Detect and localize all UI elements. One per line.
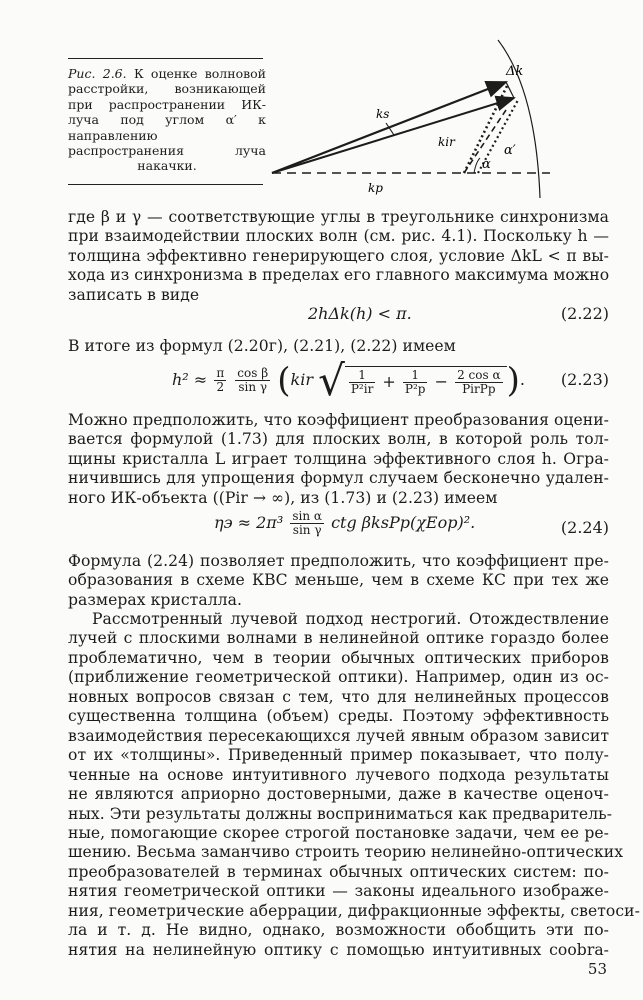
text-line: нятия на нелинейную оптику с помощью интуитивных соobra- bbox=[68, 940, 609, 959]
denominator: P²p bbox=[404, 381, 426, 396]
paragraph-2 bbox=[68, 337, 609, 356]
text-line: нятия геометрической оптики — законы идеального изображе- bbox=[68, 882, 609, 901]
equation-2-23 bbox=[68, 356, 609, 406]
text-line: В итоге из формул (2.20г), (2.21), (2.22) имеем bbox=[68, 337, 456, 355]
numerator: cos β bbox=[237, 366, 269, 380]
text-line: существенна толщина (объем) среды. Поэтому эффективность bbox=[68, 707, 609, 726]
text-line: не являются априорно достоверными, даже в качестве оценоч- bbox=[68, 785, 609, 804]
text-line: Формула (2.24) позволяет предположить, что коэффициент пре- bbox=[68, 552, 609, 570]
figure-caption-label: Рис. 2.6. bbox=[68, 66, 127, 81]
fraction-term3 bbox=[455, 369, 502, 396]
equation-number: (2.24) bbox=[560, 518, 609, 537]
numerator: 1 bbox=[349, 369, 375, 383]
equation-body: h² ≈ $\frac{\pi}{2}$ $\frac{\text{cos β}}{\text{sin γ}}$ (kir √ $\frac{1}{\text{P²ir}}$ + $\frac{1}{\text{P²p}}$ − $\frac{\text{2 cos α}}{\text{PirPp}}$ ). bbox=[172, 356, 525, 405]
delta-k-label: Δk bbox=[506, 64, 524, 79]
figure-caption-text: К оценке волновой расстройки, возникающей при распространении ИК-луча под углом α′ к направлению распространения луча накачки. bbox=[68, 66, 266, 174]
equation-number: (2.22) bbox=[560, 304, 609, 323]
delta-k-segment bbox=[506, 82, 514, 98]
text-line: взаимодействия пересекающихся лучей явным образом зависит bbox=[68, 726, 609, 745]
text-line: шению. Весьма заманчиво строить теорию нелинейно-оптических bbox=[68, 843, 624, 862]
caption-top-rule bbox=[68, 58, 263, 59]
text-line: хода из синхронизма в пределах его главного максимума можно bbox=[68, 266, 610, 285]
denominator: sin γ bbox=[292, 523, 322, 537]
kir-label: kir bbox=[438, 135, 455, 149]
text-line: щины кристалла L играет толщина эффективного слоя h. Огра- bbox=[68, 449, 609, 468]
text-line: лучей с плоскими волнами в нелинейной оптике гораздо более bbox=[68, 629, 609, 648]
text-line: (приближение геометрической оптики). Например, один из ос- bbox=[68, 668, 609, 687]
text-line: ния, геометрические аберрации, дифракционные эффекты, светоси- bbox=[68, 901, 640, 920]
text-line: проблематично, чем в теории обычных оптических приборов bbox=[68, 648, 609, 667]
eq-lhs: h² ≈ bbox=[172, 370, 208, 389]
alpha-label: α bbox=[482, 157, 491, 172]
figure-caption bbox=[68, 66, 266, 174]
equation-number: (2.23) bbox=[560, 370, 609, 389]
denominator: sin γ bbox=[238, 380, 268, 394]
alpha-angle-arc bbox=[474, 158, 480, 173]
text-line: вается формулой (1.73) для плоских волн, в которой роль тол- bbox=[68, 430, 609, 449]
text-line: при взаимодействии плоских волн (см. рис. 4.1). Поскольку h — bbox=[68, 227, 609, 246]
text-line: размерах кристалла. bbox=[68, 590, 242, 609]
text-line: образования в схеме КВС меньше, чем в схеме КС при тех же bbox=[68, 571, 609, 590]
eq-rhs: ctg βksPp(χEop)². bbox=[331, 513, 476, 532]
text-line: ничившись для упрощения формул случаем бесконечно удален- bbox=[68, 469, 609, 488]
fraction-term1 bbox=[349, 369, 375, 396]
caption-bottom-rule bbox=[68, 184, 263, 185]
numerator: π bbox=[216, 366, 225, 380]
fraction-term2 bbox=[403, 369, 428, 396]
kp-label: kp bbox=[368, 181, 383, 195]
paragraph-4 bbox=[68, 552, 609, 610]
text-line: ных. Эти результаты должны восприниматься как предваритель- bbox=[68, 804, 613, 823]
denominator: PirPp bbox=[462, 381, 496, 396]
numerator: sin α bbox=[292, 509, 322, 523]
paragraph-5 bbox=[68, 610, 640, 960]
numerator: 2 cos α bbox=[457, 367, 501, 382]
text-line: толщина эффективно генерирующего слоя, условие ΔkL < π вы- bbox=[68, 246, 609, 265]
text-line: ченные на основе интуитивного лучевого подхода результаты bbox=[68, 765, 609, 784]
paragraph-3 bbox=[68, 411, 609, 508]
text-line: ла и т. д. Не видно, однако, возможности обобщить эти по- bbox=[68, 921, 609, 940]
text-line: ного ИК-объекта ((Pir → ∞), из (1.73) и (2.23) имеем bbox=[68, 488, 498, 507]
fraction-cos bbox=[235, 367, 270, 394]
text-line: новных вопросов связан с тем, что для нелинейных процессов bbox=[68, 687, 609, 706]
eq-kir: kir bbox=[290, 370, 313, 389]
text-line: ные, помогающие скорее строгой постановке задачи, чем ее ре- bbox=[68, 823, 609, 842]
fraction-pi bbox=[214, 367, 226, 394]
ks-label: ks bbox=[376, 107, 390, 121]
wave-vector-diagram bbox=[268, 30, 568, 200]
text-line: где β и γ — соответствующие углы в треугольнике синхронизма bbox=[68, 208, 609, 226]
page-number: 53 bbox=[587, 960, 607, 978]
paragraph-1 bbox=[68, 208, 609, 305]
numerator: 1 bbox=[403, 369, 428, 383]
denominator: 2 bbox=[216, 380, 225, 394]
alpha-prime-label: α′ bbox=[504, 143, 516, 158]
equation-body: 2hΔk(h) < π. bbox=[308, 304, 412, 323]
equation-body bbox=[214, 510, 475, 537]
fraction-sin bbox=[290, 510, 324, 537]
text-line: преобразователей в терминах обычных оптических систем: по- bbox=[68, 862, 609, 881]
text-line: Можно предположить, что коэффициент преобразования оцени- bbox=[68, 411, 609, 429]
radicand: $\frac{1}{\text{P²ir}}$ + $\frac{1}{\text{P²p}}$ − $\frac{\text{2 cos α}}{\text{PirPp}}$ bbox=[345, 366, 507, 396]
text-line: Рассмотренный лучевой подход нестрогий. Отождествление bbox=[92, 610, 609, 628]
text-line: от их «толщины». Приведенный пример показывает, что полу- bbox=[68, 746, 609, 765]
equation-2-24 bbox=[68, 510, 609, 552]
text-line: записать в виде bbox=[68, 285, 200, 304]
eq-lhs: ηэ ≈ 2π³ bbox=[214, 513, 284, 532]
denominator: P²ir bbox=[350, 381, 374, 396]
